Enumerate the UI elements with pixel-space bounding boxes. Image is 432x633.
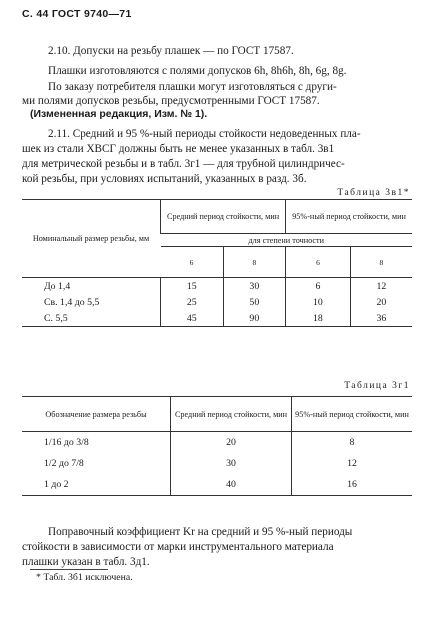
t1-grade-2: 6 bbox=[286, 247, 351, 278]
t2-header-mean-text: Средний период стойкости, мин bbox=[174, 409, 288, 419]
para-2-11-line1: 2.11. Средний и 95 %-ный периоды стойкости недоведенных пла- bbox=[48, 128, 361, 140]
t1-r2-size: С. 5,5 bbox=[22, 310, 161, 327]
footnote-rule bbox=[30, 569, 108, 570]
t1-header-95 bbox=[286, 200, 412, 234]
table-row bbox=[22, 474, 412, 496]
t1-header-95-text: 95%-ный период стойкости, мин bbox=[292, 212, 406, 221]
t1-r1-v3: 20 bbox=[350, 294, 412, 310]
t2-header-95 bbox=[292, 397, 413, 432]
table-row bbox=[22, 278, 412, 295]
t2-r2-size: 1 до 2 bbox=[22, 474, 171, 496]
t1-header-nominal bbox=[22, 200, 161, 278]
t1-r2-v2: 18 bbox=[286, 310, 351, 327]
t1-r1-v0: 25 bbox=[161, 294, 224, 310]
para-2-11-line3: для метрической резьбы и в табл. 3г1 — для трубной цилиндричес- bbox=[22, 158, 345, 170]
t1-r0-size: До 1,4 bbox=[44, 280, 71, 292]
para-correction-line3: плашки указан в табл. 3д1. bbox=[22, 556, 150, 568]
t2-header-95-text: 95%-ный период стойкости, мин bbox=[295, 409, 409, 419]
t1-grade-0: 6 bbox=[161, 247, 224, 278]
table2-caption: Таблица 3г1 bbox=[344, 381, 410, 391]
t1-r1-v2: 10 bbox=[286, 294, 351, 310]
t1-header-grade-text: для степени точности bbox=[248, 235, 324, 245]
t1-header-grade bbox=[161, 234, 413, 247]
t1-r2-v3: 36 bbox=[350, 310, 412, 327]
t2-header-designation bbox=[22, 397, 171, 432]
para-customer-order-line1: По заказу потребителя плашки могут изготовляться с други- bbox=[48, 81, 337, 93]
t1-header-nominal-text: Номинальный размер резьбы, мм bbox=[32, 234, 150, 243]
table-row bbox=[22, 453, 412, 474]
page-header: С. 44 ГОСТ 9740—71 bbox=[22, 8, 132, 20]
para-correction-line2: стойкости в зависимости от марки инструментального материала bbox=[22, 541, 334, 553]
t2-r1-mean: 30 bbox=[171, 453, 292, 474]
t2-r1-p95: 12 bbox=[292, 453, 413, 474]
para-correction-line1: Поправочный коэффициент Kr на средний и 95 %-ный периоды bbox=[48, 526, 353, 538]
para-2-10: 2.10. Допуски на резьбу плашек — по ГОСТ 17587. bbox=[48, 45, 294, 57]
t1-grade-3: 8 bbox=[350, 247, 412, 278]
para-customer-order-line2: ми полями допусков резьбы, предусмотренными ГОСТ 17587. bbox=[22, 95, 320, 107]
t2-r0-mean: 20 bbox=[171, 432, 292, 454]
table-row bbox=[22, 294, 412, 310]
t1-grade-1: 8 bbox=[223, 247, 286, 278]
table-row bbox=[22, 310, 412, 327]
t1-r1-size: Св. 1,4 до 5,5 bbox=[44, 296, 100, 308]
table-3g1 bbox=[22, 396, 412, 496]
para-2-11-line4: кой резьбы, при условиях испытаний, указанных в разд. 3б. bbox=[22, 173, 307, 185]
t1-r1-v1: 50 bbox=[223, 294, 286, 310]
footnote: * Табл. 3б1 исключена. bbox=[36, 572, 133, 583]
para-tolerance-fields: Плашки изготовляются с полями допусков 6h, 8h6h, 8h, 6g, 8g. bbox=[48, 65, 347, 77]
t2-r0-size: 1/16 до 3/8 bbox=[44, 437, 89, 448]
t1-r0-v2: 6 bbox=[286, 278, 351, 295]
t1-r0-v0: 15 bbox=[161, 278, 224, 295]
table1-caption: Таблица 3в1* bbox=[337, 188, 410, 198]
t1-r2-v0: 45 bbox=[161, 310, 224, 327]
t1-r0-v1: 30 bbox=[223, 278, 286, 295]
edition-note: (Измененная редакция, Изм. № 1). bbox=[30, 108, 208, 120]
t1-header-mean bbox=[161, 200, 286, 234]
table-row bbox=[22, 432, 412, 454]
t2-r2-p95: 16 bbox=[292, 474, 413, 496]
t2-header-designation-text: Обозначение размера резьбы bbox=[45, 409, 147, 419]
para-2-11-line2: шек из стали ХВСГ должны быть не менее указанных в табл. 3в1 bbox=[22, 143, 335, 155]
t1-r0-v3: 12 bbox=[350, 278, 412, 295]
t1-r2-v1: 90 bbox=[223, 310, 286, 327]
t2-r1-size: 1/2 до 7/8 bbox=[44, 458, 84, 469]
t2-header-mean bbox=[171, 397, 292, 432]
table-3v1 bbox=[22, 199, 412, 327]
t1-header-mean-text: Средний период стойкости, мин bbox=[167, 212, 280, 221]
t2-r0-p95: 8 bbox=[292, 432, 413, 454]
t2-r2-mean: 40 bbox=[171, 474, 292, 496]
